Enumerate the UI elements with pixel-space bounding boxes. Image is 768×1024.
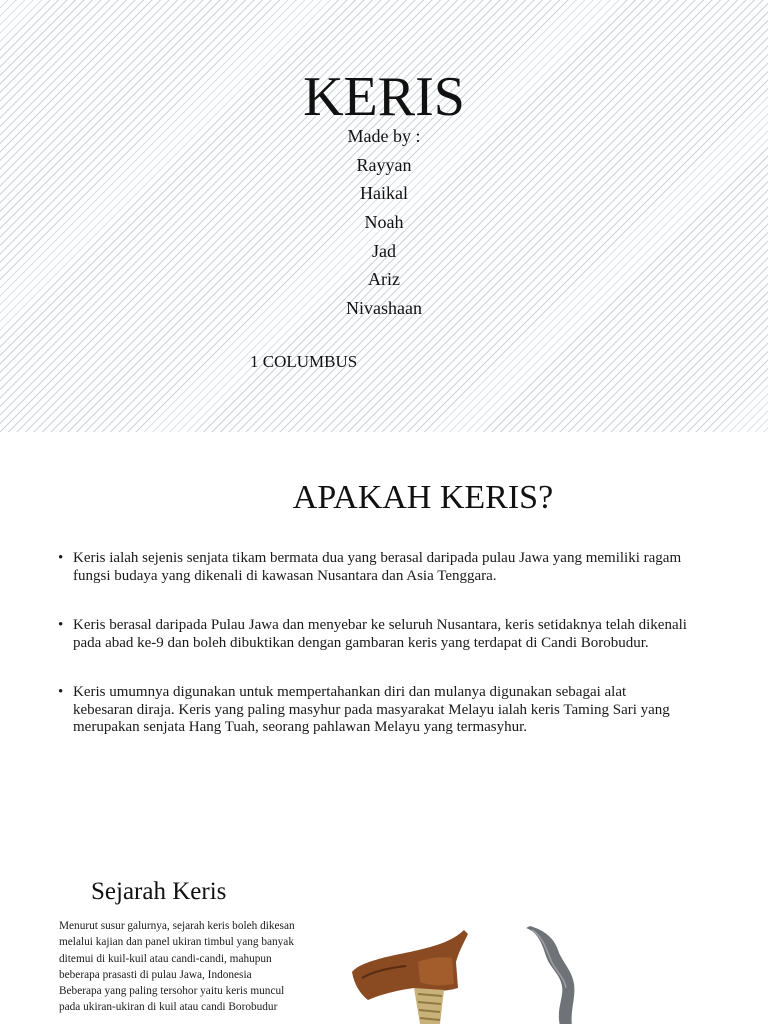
made-by-label: Made by : bbox=[347, 126, 421, 146]
slide-heading: Sejarah Keris bbox=[91, 878, 227, 905]
slide-title: KERIS bbox=[303, 66, 465, 128]
what-is-keris-slide bbox=[0, 436, 768, 820]
bullet-list bbox=[58, 550, 688, 769]
author-list bbox=[0, 122, 768, 323]
bullet-item: • Keris berasal daripada Pulau Jawa dan menyebar ke seluruh Nusantara, keris setidaknya telah dikenali pada abad ke-9 dan boleh dibuktikan dengan gambaran keris yang terdapat di Candi Borobudur. bbox=[58, 617, 688, 652]
keris-hilt-image bbox=[348, 928, 478, 1024]
author-name: Ariz bbox=[368, 269, 400, 290]
keris-blade-image bbox=[516, 926, 586, 1024]
author-name: Jad bbox=[372, 240, 396, 261]
author-name: Rayyan bbox=[356, 154, 412, 175]
history-paragraph: Menurut susur galurnya, sejarah keris boleh dikesan melalui kajian dan panel ukiran timbul yang banyak ditemui di kuil-kuil atau candi-candi, mahupun beberapa prasasti di pulau Jawa, Indonesia Beberapa yang paling tersohor yaitu keris muncul pada ukiran-ukiran di kuil atau candi Borobudur bbox=[59, 920, 295, 1014]
author-name: Noah bbox=[364, 212, 404, 233]
author-name: Haikal bbox=[360, 183, 408, 204]
history-slide bbox=[0, 840, 768, 1024]
author-name: Nivashaan bbox=[346, 298, 422, 319]
slide-heading: APAKAH KERIS? bbox=[292, 479, 554, 516]
bullet-item: • Keris ialah sejenis senjata tikam bermata dua yang berasal daripada pulau Jawa yang memiliki ragam fungsi budaya yang dikenali di kawasan Nusantara dan Asia Tenggara. bbox=[58, 550, 688, 585]
class-name: 1 COLUMBUS bbox=[250, 352, 358, 371]
title-slide bbox=[0, 0, 768, 432]
bullet-item: • Keris umumnya digunakan untuk mempertahankan diri dan mulanya digunakan sebagai alat kebesaran diraja. Keris yang paling masyhur pada masyarakat Melayu ialah keris Taming Sari yang merupakan senjata Hang Tuah, seorang pahlawan Melayu yang termasyhur. bbox=[58, 684, 688, 737]
